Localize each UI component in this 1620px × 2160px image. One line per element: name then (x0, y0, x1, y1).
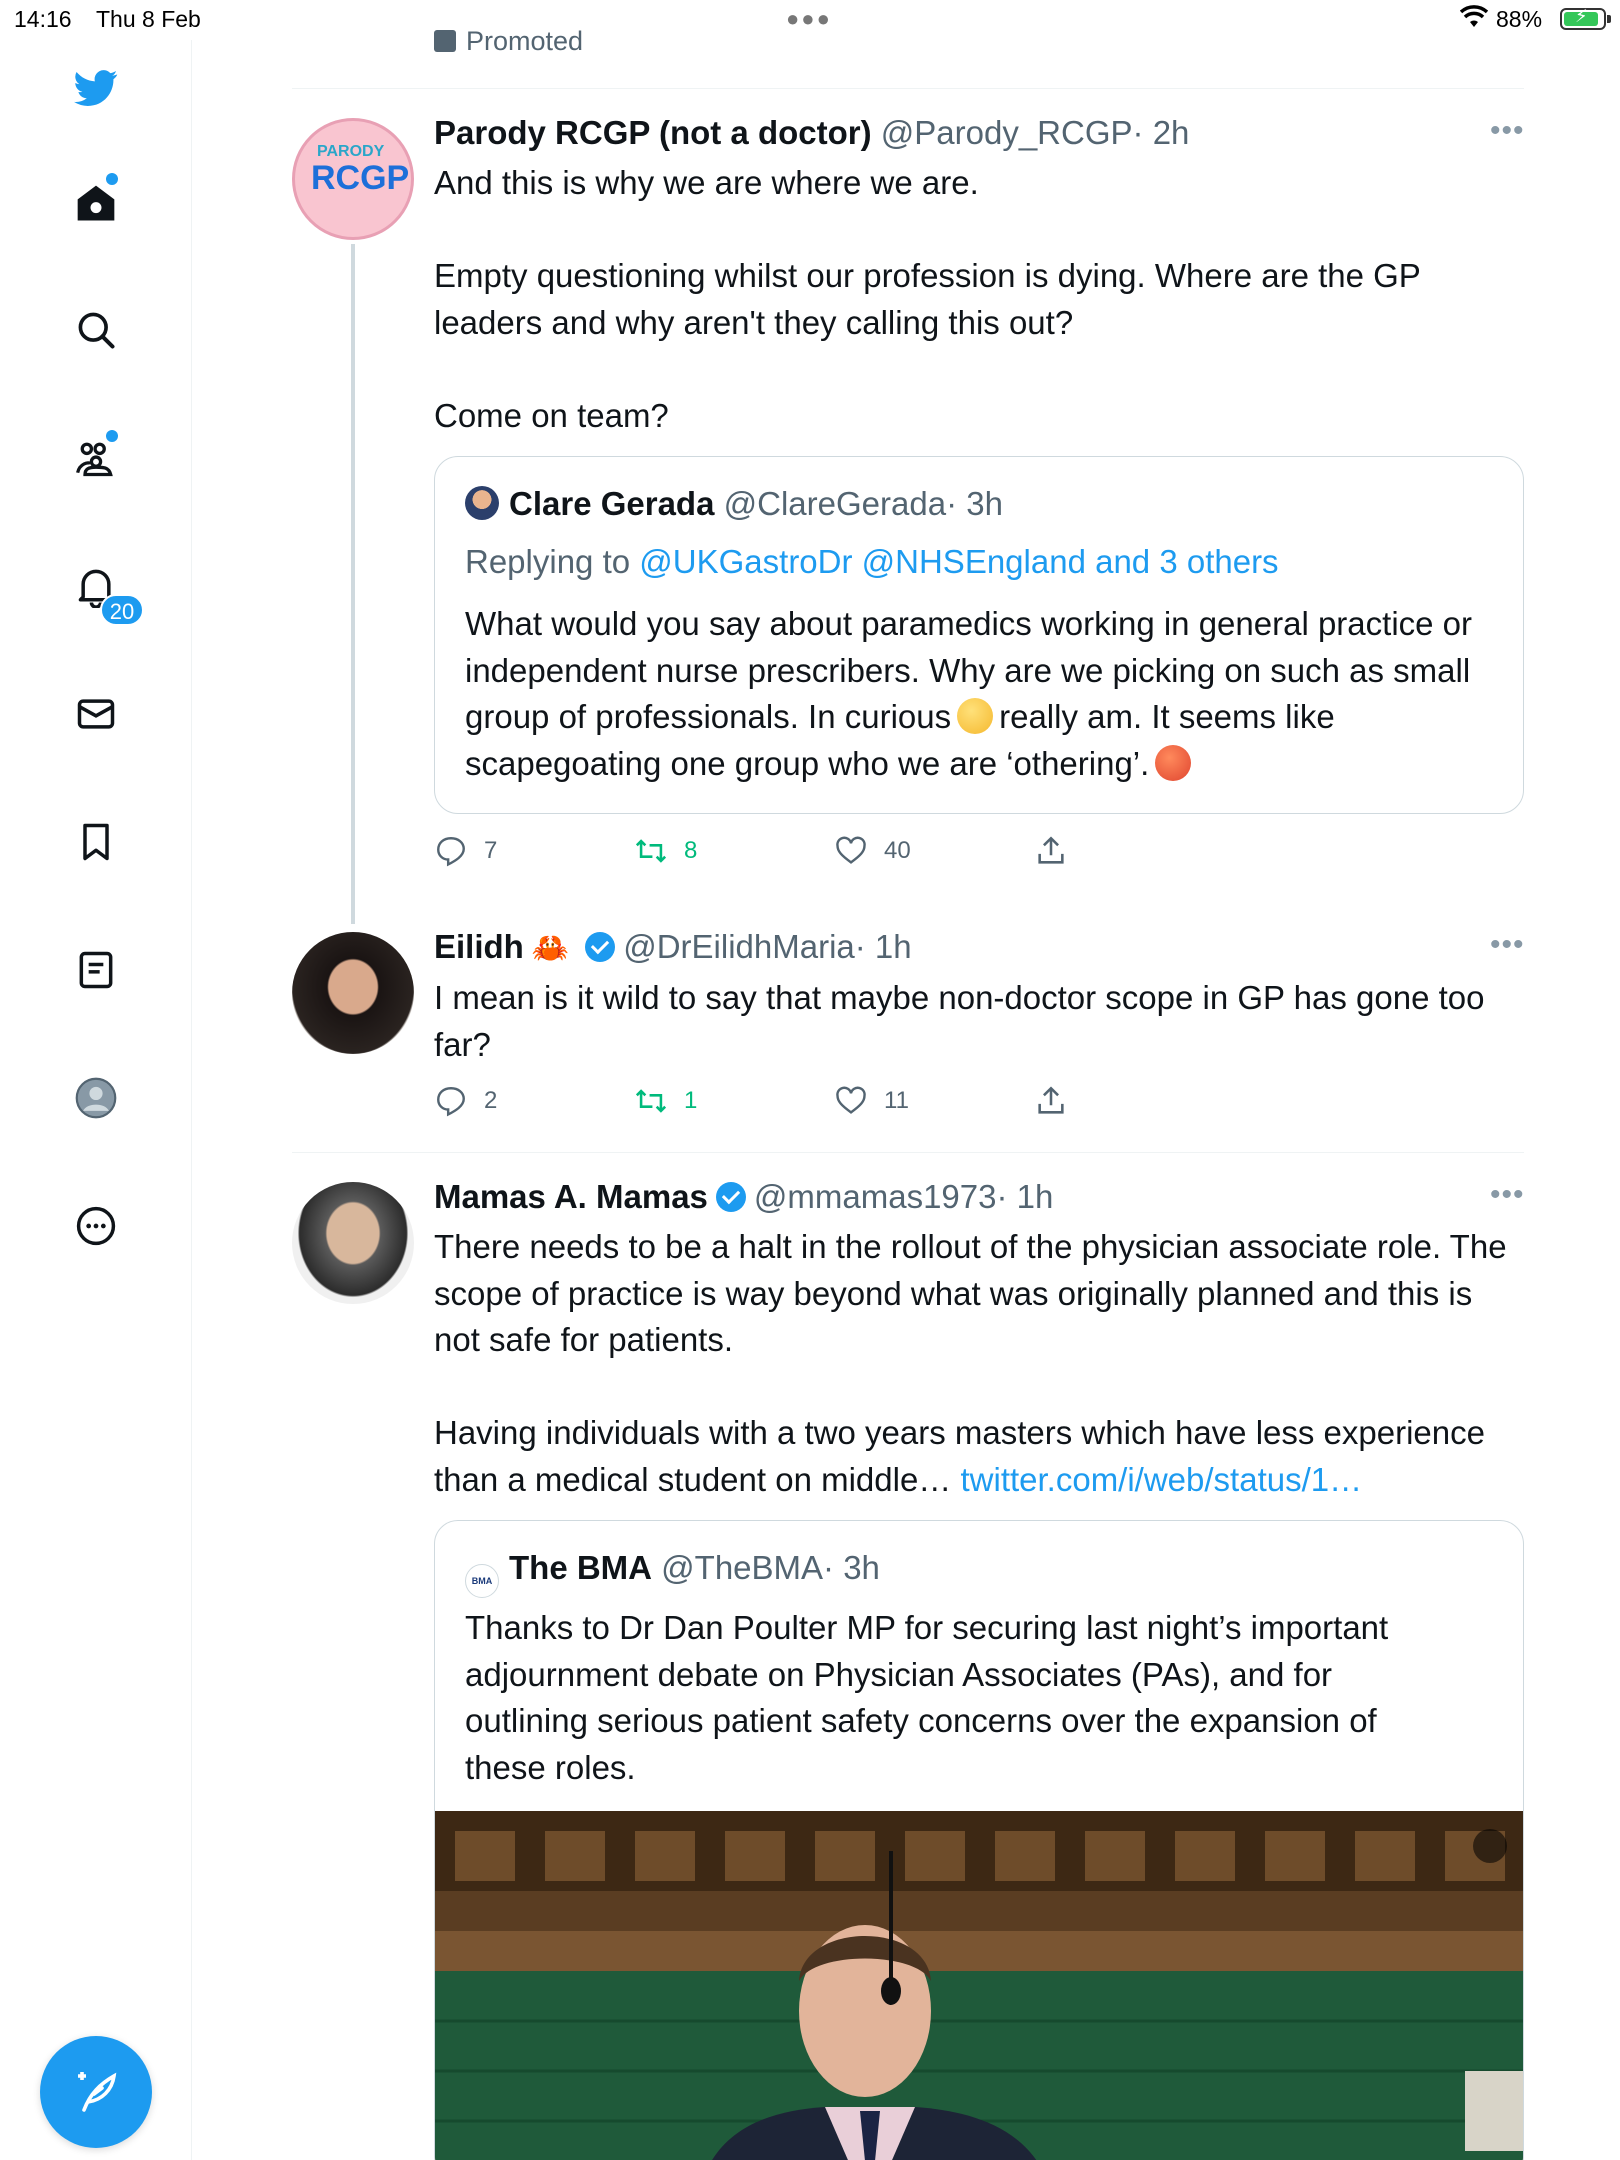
more-options-icon[interactable]: ••• (1490, 114, 1525, 147)
retweet-icon (634, 834, 668, 868)
sidebar (0, 40, 192, 2160)
share-icon (1034, 1084, 1068, 1118)
notifications-count-badge: 20 (100, 594, 144, 626)
quoted-tweet[interactable] (434, 1520, 1524, 2160)
lists-icon[interactable] (72, 946, 120, 994)
status-date: Thu 8 Feb (96, 6, 201, 32)
tweet-actions (434, 1084, 1094, 1124)
retweet-button[interactable]: 1 (634, 1084, 697, 1118)
house-of-commons-image (435, 1811, 1524, 2160)
bma-logo: BMA (465, 1564, 499, 1598)
compose-tweet-button[interactable] (40, 2036, 152, 2148)
tweet-header (434, 114, 1189, 152)
share-button[interactable] (1034, 834, 1084, 868)
reply-icon (434, 1084, 468, 1118)
angry-face-emoji-icon (1155, 745, 1191, 781)
like-button[interactable]: 11 (834, 1084, 909, 1118)
video-thumbnail[interactable] (435, 1811, 1524, 2160)
messages-icon[interactable] (72, 690, 120, 738)
heart-icon (834, 834, 868, 868)
more-options-icon[interactable]: ••• (1490, 928, 1525, 961)
hide-media-icon[interactable] (1473, 1829, 1507, 1863)
home-unread-dot (106, 173, 118, 185)
tweet-text: I mean is it wild to say that maybe non-doctor scope in GP has gone too far? (434, 979, 1485, 1063)
status-time: 14:16 (14, 6, 72, 32)
retweet-icon (634, 1084, 668, 1118)
tweet-actions (434, 834, 1094, 874)
avatar-mamas[interactable] (292, 1182, 414, 1304)
avatar-clare-gerada (465, 486, 499, 520)
feather-plus-icon (72, 2068, 120, 2116)
timeline (292, 0, 1524, 2160)
author-handle[interactable]: @mmamas1973 (753, 1178, 997, 1215)
battery-icon: ⚡ (1560, 8, 1606, 30)
tweet-link[interactable]: twitter.com/i/web/status/1… (960, 1460, 1363, 1498)
more-options-icon[interactable]: ••• (1490, 1178, 1525, 1211)
verified-badge-icon (716, 1182, 746, 1212)
retweet-button[interactable]: 8 (634, 834, 697, 868)
reply-button[interactable]: 7 (434, 834, 497, 868)
replying-to: Replying to @UKGastroDr @NHSEngland and 3 others (465, 543, 1279, 580)
crab-emoji-icon: 🦀 (531, 932, 570, 965)
tweet-header (434, 928, 912, 966)
tweet-text: There needs to be a halt in the rollout of the physician associate role. The scope of practice is way beyond what was originally planned and this is not safe for patients. Having individuals with a two years masters which have less experience than a medical student on middle… twitter.com/i/web/status/1… (434, 1228, 1507, 1498)
author-handle[interactable]: @Parody_RCGP (880, 114, 1133, 151)
divider (292, 88, 1524, 89)
thinking-face-emoji-icon (957, 698, 993, 734)
tweet-header (434, 1178, 1053, 1216)
heart-icon (834, 1084, 868, 1118)
thread-line (351, 244, 355, 924)
battery-percent: 88% (1496, 6, 1543, 32)
communities-unread-dot (106, 430, 118, 442)
tweet-time[interactable]: · 1h (854, 928, 912, 965)
reply-icon (434, 834, 468, 868)
quoted-tweet-text: Thanks to Dr Dan Poulter MP for securing last night’s important adjournment debate on Physician Associates (PAs), and for outlining serious patient safety concerns over the expansion of these roles. (465, 1609, 1389, 1786)
author-name[interactable]: Mamas A. Mamas (434, 1178, 708, 1215)
multitasking-dots-icon[interactable]: ●●● (786, 6, 832, 31)
replying-to-links[interactable]: @UKGastroDr @NHSEngland and 3 others (639, 543, 1279, 580)
author-name[interactable]: Eilidh (434, 928, 524, 965)
quoted-tweet-header: Clare Gerada @ClareGerada· 3h (465, 485, 1003, 523)
reply-button[interactable]: 2 (434, 1084, 497, 1118)
promoted-label: Promoted (434, 26, 583, 57)
author-handle[interactable]: @DrEilidhMaria (623, 928, 855, 965)
profile-icon[interactable] (72, 1074, 120, 1122)
twitter-logo-icon[interactable] (72, 64, 120, 112)
promoted-icon (434, 30, 456, 52)
tweet-time[interactable]: · 1h (996, 1178, 1054, 1215)
share-button[interactable] (1034, 1084, 1084, 1118)
avatar-eilidh[interactable] (292, 932, 414, 1054)
tweet-text: And this is why we are where we are. Empty questioning whilst our profession is dying. Where are the GP leaders and why aren't they calling this out? Come on team? (434, 164, 1421, 434)
share-icon (1034, 834, 1068, 868)
avatar-parody-rcgp[interactable]: PARODY RCGP (292, 118, 414, 240)
quoted-tweet-text: What would you say about paramedics working in general practice or independent nurse prescribers. Why are we picking on such as small group of professionals. In curious really am. It seems like scapegoating one group who we are ‘othering’. (465, 605, 1473, 782)
like-button[interactable]: 40 (834, 834, 911, 868)
tweet-time[interactable]: · 2h (1132, 114, 1190, 151)
more-icon[interactable] (72, 1202, 120, 1250)
author-name[interactable]: Parody RCGP (not a doctor) (434, 114, 872, 151)
bookmarks-icon[interactable] (72, 818, 120, 866)
quoted-tweet-header: BMA The BMA @TheBMA· 3h (465, 1549, 880, 1598)
quoted-tweet[interactable] (434, 456, 1524, 814)
verified-badge-icon (585, 932, 615, 962)
home-icon[interactable] (72, 180, 120, 228)
divider (292, 1152, 1524, 1153)
search-icon[interactable] (72, 306, 120, 354)
